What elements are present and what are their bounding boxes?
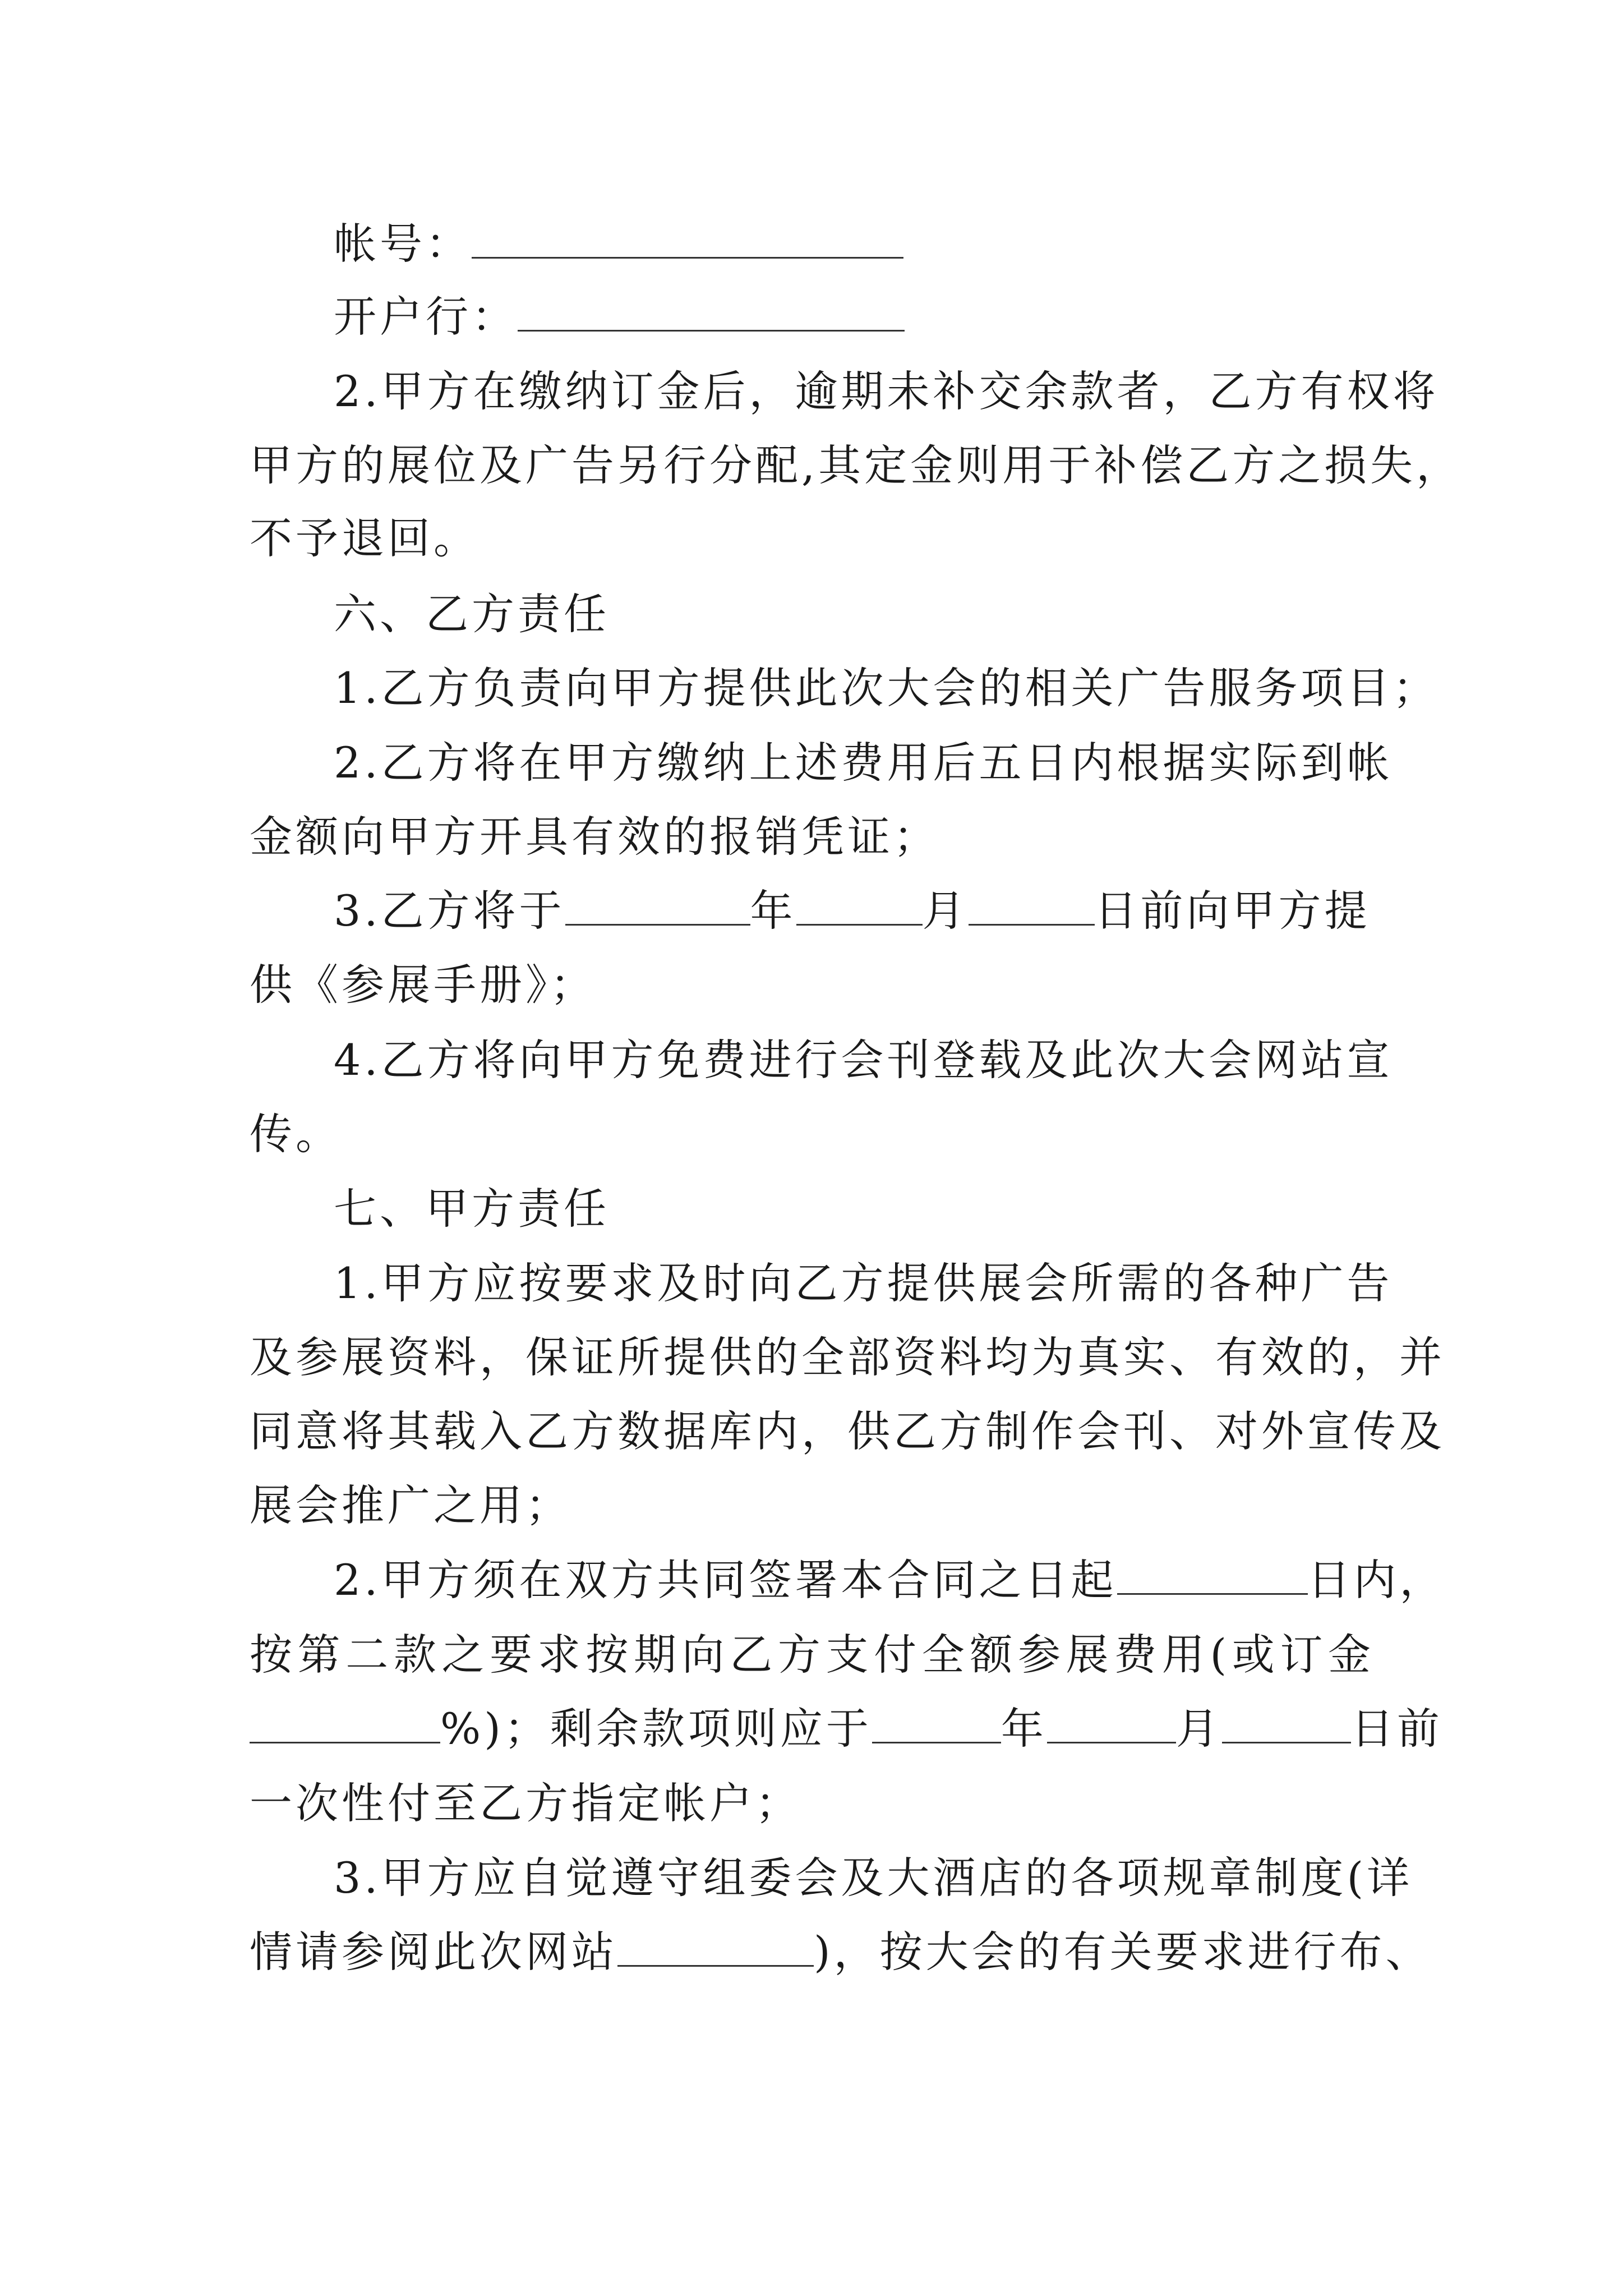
paragraph-line: 甲方的展位及广告另行分配,其定金则用于补偿乙方之损失， <box>250 440 1463 490</box>
text-segment: %)；剩余款项则应于 <box>440 1704 872 1754</box>
text-segment: 3.乙方将于 <box>334 886 565 936</box>
account-line <box>334 216 903 272</box>
month-blank <box>796 890 923 926</box>
text-segment: 日前向甲方提 <box>1094 886 1371 936</box>
day-blank <box>1222 1708 1351 1743</box>
paragraph-line: 4.乙方将向甲方免费进行会刊登载及此次大会网站宣 <box>334 1035 1393 1085</box>
month-blank <box>1047 1708 1176 1743</box>
paragraph-line: 传。 <box>250 1109 342 1159</box>
bank-blank <box>518 296 905 332</box>
paragraph-line: 2.乙方将在甲方缴纳上述费用后五日内根据实际到帐 <box>334 738 1393 788</box>
paragraph-line: 金额向甲方开具有效的报销凭证； <box>250 812 939 862</box>
bank-label: 开户行： <box>334 292 518 342</box>
paragraph-line: 3.甲方应自觉遵守组委会及大酒店的各项规章制度(详 <box>334 1853 1413 1903</box>
text-segment: 情请参阅此次网站 <box>250 1927 617 1977</box>
paragraph-line: 同意将其载入乙方数据库内，供乙方制作会刊、对外宣传及 <box>250 1406 1445 1456</box>
text-segment: 日前 <box>1350 1704 1443 1754</box>
account-label: 帐号： <box>334 219 472 269</box>
deposit-percent-blank <box>250 1708 440 1743</box>
paragraph-line: 1.甲方应按要求及时向乙方提供展会所需的各种广告 <box>334 1258 1393 1308</box>
website-blank <box>617 1931 814 1967</box>
paragraph-line: 供《参展手册》； <box>250 960 596 1010</box>
text-segment: 年 <box>750 886 796 936</box>
text-segment: 月 <box>1175 1704 1222 1754</box>
days-blank <box>1117 1559 1308 1595</box>
paragraph-line: 展会推广之用； <box>250 1480 571 1530</box>
text-segment: 2.甲方须在双方共同签署本合同之日起 <box>334 1555 1117 1605</box>
day-blank <box>969 890 1095 926</box>
account-blank <box>472 223 903 259</box>
text-segment: 年 <box>1000 1704 1047 1754</box>
paragraph-line: 不予退回。 <box>250 513 479 563</box>
text-segment: )，按大会的有关要求进行布、 <box>814 1927 1432 1977</box>
section-heading: 七、甲方责任 <box>334 1184 610 1234</box>
paragraph-line: 及参展资料，保证所提供的全部资料均为真实、有效的，并 <box>250 1332 1445 1382</box>
paragraph-line: 按第二款之要求按期向乙方支付全额参展费用(或订金 <box>250 1630 1374 1680</box>
fill-in-line <box>250 1701 1443 1757</box>
bank-line <box>334 289 905 345</box>
fill-in-line <box>250 1924 1432 1980</box>
paragraph-line: 2.甲方在缴纳订金后，逾期未补交余款者，乙方有权将 <box>334 366 1439 416</box>
year-blank <box>565 890 750 926</box>
fill-in-line <box>334 883 1371 939</box>
fill-in-line <box>334 1552 1446 1608</box>
text-segment: 日内， <box>1307 1555 1446 1605</box>
paragraph-line: 一次性付至乙方指定帐户； <box>250 1778 801 1828</box>
section-heading: 六、乙方责任 <box>334 589 610 639</box>
text-segment: 月 <box>922 886 969 936</box>
paragraph-line: 1.乙方负责向甲方提供此次大会的相关广告服务项目； <box>334 663 1439 713</box>
year-blank <box>872 1708 1001 1743</box>
